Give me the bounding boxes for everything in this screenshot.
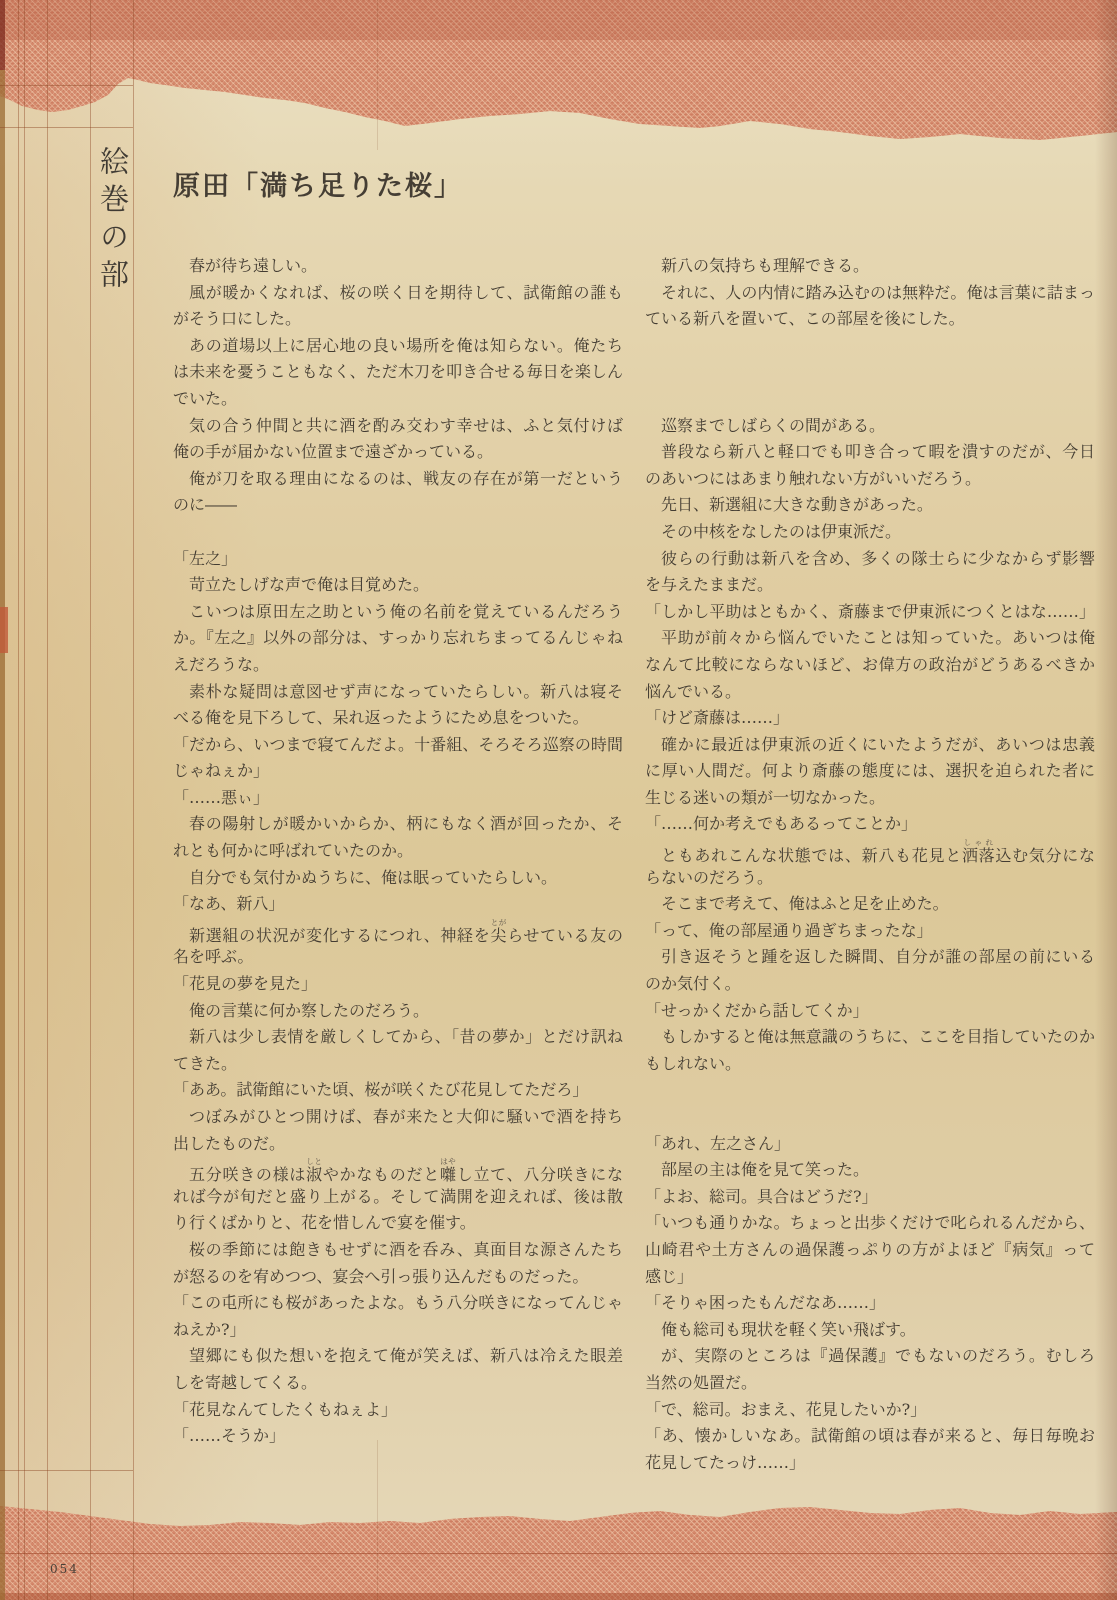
text-line: 「……何か考えでもあるってことか」: [645, 814, 918, 834]
text-line: が怒るのを宥めつつ、宴会へ引っ張り込んだものだった。: [173, 1266, 589, 1286]
text-line: 「そりゃ困ったもんだなあ……」: [645, 1293, 886, 1313]
text-line: 「しかし平助はともかく、斎藤まで伊東派につくとはな……」: [645, 601, 1095, 621]
text-line: 普段なら新八と軽口でも叩き合って暇を潰すのだが、今日: [661, 442, 1095, 462]
text-line: もしれない。: [645, 1053, 742, 1073]
text-line: 確かに最近は伊東派の近くにいたようだが、あいつは忠義: [661, 734, 1095, 754]
text-line: 素朴な疑問は意図せず声になっていたらしい。新八は寝そ: [189, 681, 623, 701]
text-line: がそう口にした。: [173, 309, 302, 329]
story-column-right: [645, 253, 1095, 1476]
text-line: 当然の処置だ。: [645, 1372, 758, 1392]
text-line: えだろうな。: [173, 654, 270, 674]
text-line: しを寄越してくる。: [173, 1372, 318, 1392]
paper-crease: [377, 0, 378, 150]
text-line: 自分でも気付かぬうちに、俺は眠っていたらしい。: [189, 867, 558, 887]
text-line: らないのだろう。: [645, 867, 774, 887]
text-line: 春が待ち遠しい。: [189, 256, 318, 275]
text-line: あの道場以上に居心地の良い場所を俺は知らない。俺たち: [189, 335, 623, 355]
text-line: 俺も総司も現状を軽く笑い飛ばす。: [661, 1319, 916, 1339]
text-line: てきた。: [173, 1053, 238, 1073]
story-column-left: [173, 253, 623, 1450]
text-line: のあいつにはあまり触れない方がいいだろう。: [645, 468, 982, 488]
ruled-line: [24, 0, 25, 1600]
text-line: 「あれ、左之さん」: [645, 1133, 790, 1153]
page-number: 054: [50, 1562, 79, 1576]
text-line: 春の陽射しが暖かいからか、柄にもなく酒が回ったか、そ: [189, 814, 623, 834]
text-line: 引き返そうと踵を返した瞬間、自分が誰の部屋の前にいる: [661, 947, 1095, 967]
text-line: ともあれこんな状態では、新八も花見と洒落しゃれ込む気分にな: [661, 838, 1095, 866]
text-line: 「よお、総司。具合はどうだ?」: [645, 1186, 878, 1206]
text-line: 平助が前々から悩んでいたことは知っていた。あいつは俺: [661, 628, 1095, 648]
text-line: 俺が刀を取る理由になるのは、戦友の存在が第一だという: [189, 468, 623, 488]
page-left-edge: [0, 0, 5, 1600]
text-line: 「なあ、新八」: [173, 894, 285, 914]
text-line: 「あ、懐かしいなあ。試衛館の頃は春が来ると、毎日毎晩お: [645, 1426, 1095, 1446]
text-line: に厚い人間だ。何より斎藤の態度には、選択を迫られた者に: [645, 761, 1095, 781]
text-line: そこまで考えて、俺はふと足を止めた。: [661, 894, 949, 914]
text-line: 出したものだ。: [173, 1133, 286, 1153]
text-line: 「で、総司。おまえ、花見したいか?」: [645, 1399, 927, 1419]
text-line: 「この屯所にも桜があったよな。もう八分咲きになってんじゃ: [173, 1293, 623, 1313]
text-line: 俺の手が届かない位置まで遠ざかっている。: [173, 442, 494, 462]
text-line: 名を呼ぶ。: [173, 947, 254, 967]
text-line: 悩んでいる。: [645, 681, 742, 701]
text-line: 新八は少し表情を厳しくしてから、「昔の夢か」とだけ訊ね: [189, 1027, 623, 1047]
text-line: 望郷にも似た想いを抱えて俺が笑えば、新八は冷えた眼差: [189, 1346, 623, 1366]
blank-line: [645, 359, 1095, 386]
text-line: ている新八を置いて、この部屋を後にした。: [645, 309, 965, 329]
text-line: 新選組の状況が変化するにつれ、神経を尖とがらせている友の: [189, 917, 623, 945]
text-line: のか気付く。: [645, 974, 741, 994]
text-line: 部屋の主は俺を見て笑った。: [661, 1160, 870, 1180]
ruled-line: [0, 85, 133, 86]
blank-line: [645, 333, 1095, 360]
page-right-edge-shadow: [1095, 0, 1117, 1600]
text-line: 「花見なんてしたくもねぇよ」: [173, 1399, 398, 1419]
text-line: は未来を憂うこともなく、ただ木刀を叩き合せる毎日を楽しん: [173, 362, 623, 382]
ruled-line: [0, 1470, 133, 1471]
text-line: 「いつも通りかな。ちょっと出歩くだけで叱られるんだから、: [645, 1213, 1095, 1233]
text-line: 「せっかくだから話してくか」: [645, 1000, 869, 1020]
text-line: 花見してたっけ……」: [645, 1452, 806, 1472]
text-line: 感じ」: [645, 1266, 694, 1286]
text-line: じゃねぇか」: [173, 761, 270, 781]
text-line: こいつは原田左之助という俺の名前を覚えているんだろう: [189, 601, 623, 621]
blank-line: [645, 386, 1095, 413]
ruled-line: [18, 0, 19, 1600]
section-label: 絵巻の部: [96, 146, 130, 297]
text-line: 気の合う仲間と共に酒を酌み交わす幸せは、ふと気付けば: [189, 415, 623, 435]
text-line: 「……そうか」: [173, 1426, 286, 1446]
text-line: 「けど斎藤は……」: [645, 708, 790, 728]
text-line: 桜の季節には飽きもせずに酒を呑み、真面目な源さんたち: [189, 1239, 623, 1259]
paper-crease: [377, 1440, 378, 1600]
text-line: 彼らの行動は新八を含め、多くの隊士らに少なからず影響: [661, 548, 1095, 568]
ruled-line: [0, 127, 133, 128]
text-line: べる俺を見下ろして、呆れ返ったようにため息をついた。: [173, 708, 589, 728]
text-line: 風が暖かくなれば、桜の咲く日を期待して、試衛館の誰も: [189, 282, 623, 302]
text-line: か。『左之』以外の部分は、すっかり忘れちまってるんじゃね: [173, 628, 623, 648]
text-line: 「花見の夢を見た」: [173, 974, 318, 994]
blank-line: [173, 519, 623, 546]
torn-paper-bottom-decoration: [0, 1498, 1117, 1600]
text-line: 巡察までしばらくの間がある。: [661, 415, 886, 435]
ruled-line: [47, 0, 48, 1600]
text-line: 「だから、いつまで寝てんだよ。十番組、そろそろ巡察の時間: [173, 734, 623, 754]
text-line: れば今が旬だと盛り上がる。そして満開を迎えれば、後は散: [173, 1186, 623, 1206]
text-line: 俺の言葉に何か察したのだろう。: [189, 1000, 430, 1020]
text-line: 新八の気持ちも理解できる。: [661, 256, 870, 275]
text-line: れとも何かに呼ばれていたのか。: [173, 841, 414, 861]
text-line: 五分咲きの様は淑しとやかなものだと囃はやし立て、八分咲きにな: [189, 1157, 623, 1185]
torn-paper-top-decoration: [0, 0, 1117, 145]
text-line: 苛立たしげな声で俺は目覚めた。: [189, 575, 430, 595]
text-line: 先日、新選組に大きな動きがあった。: [661, 495, 933, 515]
text-line: それに、人の内情に踏み込むのは無粋だ。俺は言葉に詰まっ: [661, 282, 1095, 302]
text-line: 山崎君や土方さんの過保護っぷりの方がよほど『病気』って: [645, 1239, 1095, 1259]
text-line: なんて比較にならないほど、お偉方の政治がどうあるべきか: [645, 654, 1095, 674]
text-line: 「左之」: [173, 548, 238, 568]
text-line: その中核をなしたのは伊東派だ。: [661, 521, 902, 541]
text-line: 「……悪ぃ」: [173, 787, 270, 807]
text-line: ねえか?」: [173, 1319, 246, 1339]
text-line: もしかすると俺は無意識のうちに、ここを目指していたのか: [661, 1027, 1095, 1047]
binding-tab-mark: [0, 607, 8, 653]
text-line: 「って、俺の部屋通り過ぎちまったな」: [645, 920, 933, 940]
text-line: り行くばかりと、花を惜しんで宴を催す。: [173, 1213, 476, 1233]
text-line: 生じる迷いの類が一切なかった。: [645, 787, 886, 807]
text-line: つぼみがひとつ開けば、春が来たと大仰に騒いで酒を持ち: [189, 1107, 623, 1126]
text-line: が、実際のところは『過保護』でもないのだろう。むしろ: [661, 1346, 1095, 1366]
text-line: のに――: [173, 495, 238, 515]
blank-line: [645, 1077, 1095, 1104]
text-line: 「ああ。試衛館にいた頃、桜が咲くたび花見してただろ」: [173, 1080, 589, 1100]
text-line: でいた。: [173, 388, 238, 408]
story-title: 原田「満ち足りた桜」: [173, 171, 463, 203]
blank-line: [645, 1104, 1095, 1131]
text-line: を与えたままだ。: [645, 575, 774, 595]
